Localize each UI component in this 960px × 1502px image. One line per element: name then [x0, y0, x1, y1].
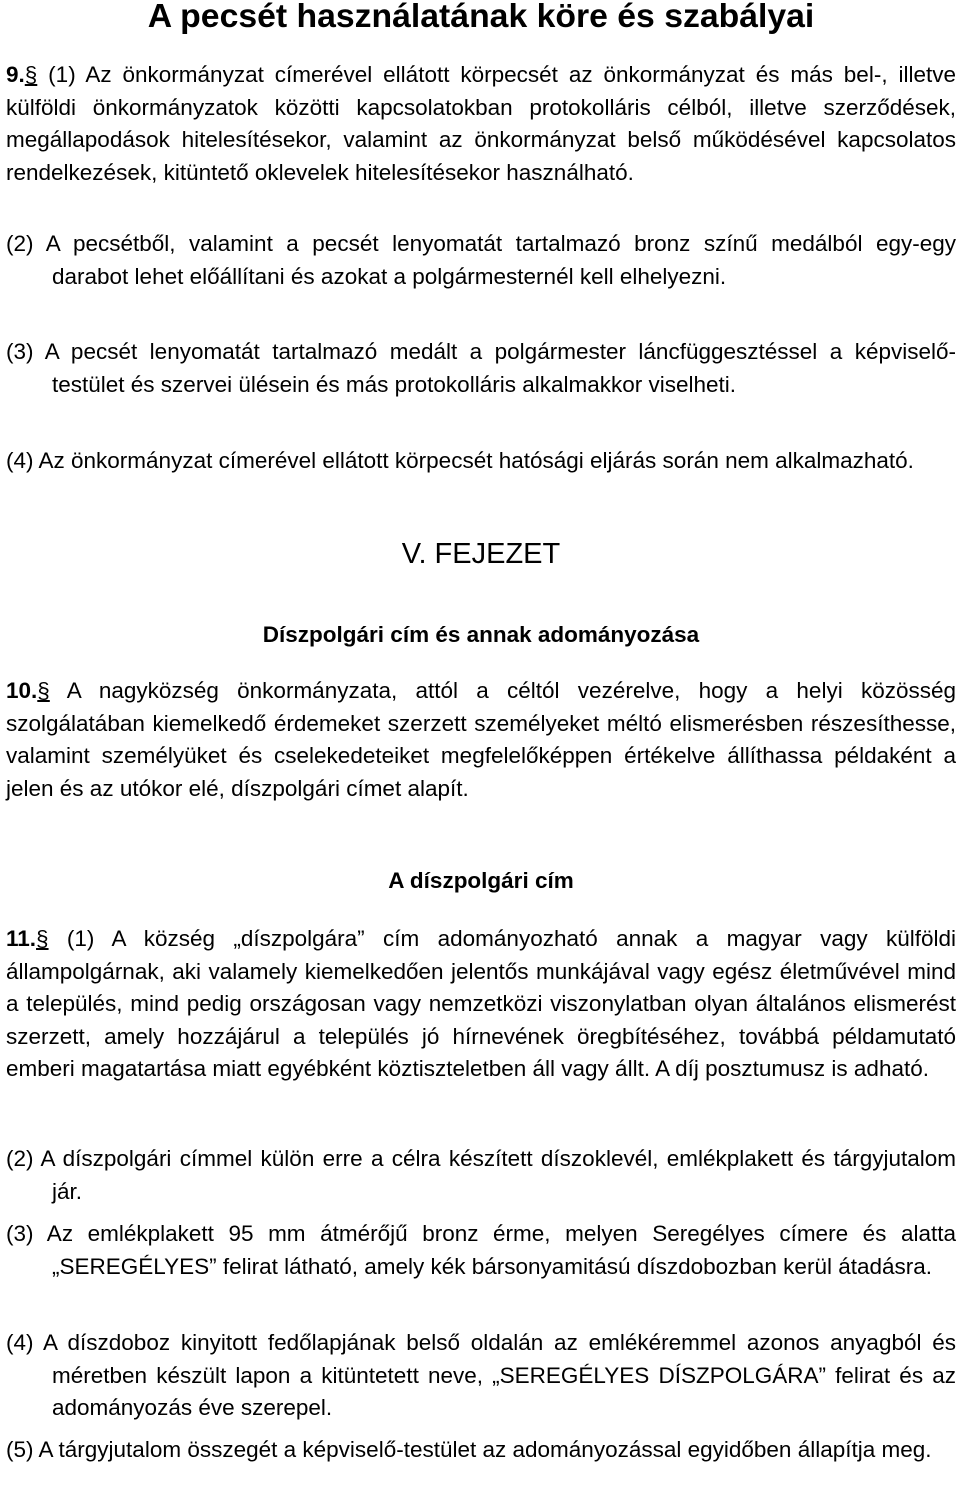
section-title-seal: A pecsét használatának köre és szabályai: [147, 0, 815, 35]
paragraph-9-item-2-block: [6, 228, 956, 293]
paragraph-9-item-3-block: [6, 336, 956, 401]
paragraph-11-item-2: (2) A díszpolgári címmel külön erre a célra készített díszoklevél, emlékplakett és tárgyjutalom jár.: [6, 1146, 956, 1204]
paragraph-11-item-1: [6, 923, 956, 1086]
paragraph-number: 11.: [6, 926, 37, 951]
section-sign: §: [24, 62, 38, 87]
paragraph-11-item-5-block: [6, 1434, 956, 1467]
paragraph-11-item-3-block: [6, 1218, 956, 1283]
paragraph-9-item-4-block: [6, 445, 956, 478]
paragraph-number: 10.: [6, 678, 38, 703]
paragraph-11-item-4: (4) A díszdoboz kinyitott fedőlapjának belső oldalán az emlékéremmel azonos anyagból és méretben készült lapon a kitüntetett neve, „SEREGÉLYES DÍSZPOLGÁRA” felirat és az adományozás éve szerepel.: [6, 1330, 956, 1420]
section-sign: §: [36, 926, 49, 951]
paragraph-11-item-2-block: [6, 1143, 956, 1208]
paragraph-9-item-1: [6, 59, 956, 189]
paragraph-11-item-5: (5) A tárgyjutalom összegét a képviselő-testület az adományozással egyidőben állapítja meg.: [6, 1437, 932, 1462]
section-sign: §: [37, 678, 50, 703]
paragraph-11-item-3: (3) Az emlékplakett 95 mm átmérőjű bronz érme, melyen Seregélyes címere és alatta „SEREGÉLYES” felirat látható, amely kék bársonyamitású díszdobozban kerül átadásra.: [6, 1221, 956, 1279]
paragraph-text: A nagyközség önkormányzata, attól a céltól vezérelve, hogy a helyi közösség szolgálatában kiemelkedő érdemeket szerzett személyeket méltó elismerésben részesíthesse, valamint személyüket és cselekedeteiket megfelelőképpen értékelve állíthassa példaként a jelen és az utókor elé, díszpolgári címet alapít.: [6, 678, 956, 801]
paragraph-10: [6, 675, 956, 805]
paragraph-11: [6, 923, 956, 1086]
section-title-honorary-citizen: Díszpolgári cím és annak adományozása: [262, 622, 700, 647]
paragraph-text: (1) A község „díszpolgára” cím adományozható annak a magyar vagy külföldi állampolgárnak, aki valamely kiemelkedően jelentős munkájával vagy egész életművével mind a település, mind pedig országosan vagy nemzetközi viszonylatban olyan általános elismerést szerzett, amely hozzájárul a település jó hírnevének öregbítéséhez, továbbá példamutató emberi magatartása miatt egyébként köztiszteletben áll vagy állt. A díj posztumusz is adható.: [6, 926, 956, 1081]
paragraph-9-item-3: (3) A pecsét lenyomatát tartalmazó medált a polgármester láncfüggesztéssel a képviselő-testület és szervei ülésein és más protokolláris alkalmakkor viselheti.: [6, 339, 956, 397]
paragraph-9-item-2: (2) A pecsétből, valamint a pecsét lenyomatát tartalmazó bronz színű medálból egy-egy darabot lehet előállítani és azokat a polgármesternél kell elhelyezni.: [6, 231, 956, 289]
section-title-title: A díszpolgári cím: [388, 868, 574, 893]
paragraph-text: (1) Az önkormányzat címerével ellátott körpecsét az önkormányzat és más bel-, illetve külföldi önkormányzatok közötti kapcsolatokban protokolláris célból, illetve szerződések, megállapodások hitelesítésekor, valamint az önkormányzat belső működésével kapcsolatos rendelkezések, kitüntető oklevelek hitelesítésekor használható.: [6, 62, 956, 185]
paragraph-9: [6, 59, 956, 189]
paragraph-9-item-4: (4) Az önkormányzat címerével ellátott körpecsét hatósági eljárás során nem alkalmazható.: [6, 448, 914, 473]
paragraph-number: 9.: [6, 62, 25, 87]
paragraph-11-item-4-block: [6, 1327, 956, 1425]
paragraph-10-text: [6, 675, 956, 805]
chapter-heading: V. FEJEZET: [401, 538, 561, 570]
